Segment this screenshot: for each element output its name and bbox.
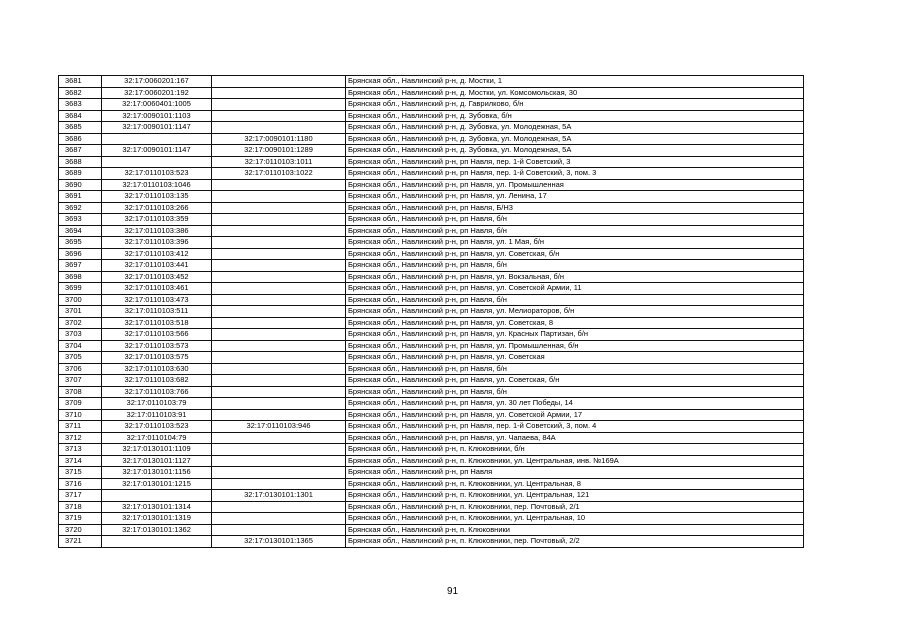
table-row: [59, 375, 804, 387]
address-cell: Брянская обл., Навлинский р-н, д. Зубовка, ул. Молодежная, 5А: [346, 145, 804, 157]
address-cell: Брянская обл., Навлинский р-н, рп Навля, б/н: [346, 214, 804, 226]
linked-cadastral-number-cell: [212, 386, 346, 398]
cadastral-number-cell: 32:17:0130101:1319: [102, 513, 212, 525]
linked-cadastral-number-cell: [212, 283, 346, 295]
row-number-cell: 3706: [59, 363, 102, 375]
cadastral-number-cell: 32:17:0130101:1109: [102, 444, 212, 456]
linked-cadastral-number-cell: [212, 432, 346, 444]
cadastral-number-cell: 32:17:0130101:1127: [102, 455, 212, 467]
cadastral-number-cell: 32:17:0110103:518: [102, 317, 212, 329]
cadastral-number-cell: 32:17:0110103:511: [102, 306, 212, 318]
cadastral-number-cell: [102, 156, 212, 168]
linked-cadastral-number-cell: [212, 179, 346, 191]
address-cell: Брянская обл., Навлинский р-н, рп Навля, б/н: [346, 294, 804, 306]
cadastral-number-cell: 32:17:0110103:523: [102, 168, 212, 180]
table-row: [59, 156, 804, 168]
linked-cadastral-number-cell: [212, 524, 346, 536]
cadastral-number-cell: 32:17:0110104:79: [102, 432, 212, 444]
cadastral-number-cell: 32:17:0110103:91: [102, 409, 212, 421]
address-cell: Брянская обл., Навлинский р-н, рп Навля, ул. 30 лет Победы, 14: [346, 398, 804, 410]
cadastral-number-cell: 32:17:0110103:386: [102, 225, 212, 237]
linked-cadastral-number-cell: 32:17:0110103:1022: [212, 168, 346, 180]
cadastral-number-cell: 32:17:0110103:452: [102, 271, 212, 283]
cadastral-number-cell: 32:17:0110103:461: [102, 283, 212, 295]
table-row: [59, 133, 804, 145]
cadastral-number-cell: 32:17:0110103:359: [102, 214, 212, 226]
linked-cadastral-number-cell: 32:17:0110103:1011: [212, 156, 346, 168]
address-cell: Брянская обл., Навлинский р-н, п. Клюковники, пер. Почтовый, 2/2: [346, 536, 804, 548]
address-cell: Брянская обл., Навлинский р-н, п. Клюковники, ул. Центральная, инв. №169А: [346, 455, 804, 467]
table-row: [59, 421, 804, 433]
row-number-cell: 3689: [59, 168, 102, 180]
table-row: [59, 524, 804, 536]
linked-cadastral-number-cell: [212, 478, 346, 490]
linked-cadastral-number-cell: [212, 306, 346, 318]
linked-cadastral-number-cell: [212, 398, 346, 410]
table-row: [59, 122, 804, 134]
address-cell: Брянская обл., Навлинский р-н, д. Зубовка, ул. Молодежная, 5А: [346, 133, 804, 145]
linked-cadastral-number-cell: [212, 340, 346, 352]
table-row: [59, 260, 804, 272]
linked-cadastral-number-cell: [212, 444, 346, 456]
address-cell: Брянская обл., Навлинский р-н, рп Навля, ул. Ленина, 17: [346, 191, 804, 203]
row-number-cell: 3716: [59, 478, 102, 490]
address-cell: Брянская обл., Навлинский р-н, рп Навля, ул. Советской Армии, 17: [346, 409, 804, 421]
linked-cadastral-number-cell: [212, 375, 346, 387]
cadastral-number-cell: [102, 536, 212, 548]
linked-cadastral-number-cell: [212, 501, 346, 513]
linked-cadastral-number-cell: [212, 271, 346, 283]
table-row: [59, 398, 804, 410]
cadastral-number-cell: 32:17:0060201:192: [102, 87, 212, 99]
linked-cadastral-number-cell: [212, 214, 346, 226]
cadastral-number-cell: 32:17:0110103:441: [102, 260, 212, 272]
address-cell: Брянская обл., Навлинский р-н, рп Навля, б/н: [346, 225, 804, 237]
row-number-cell: 3684: [59, 110, 102, 122]
table-row: [59, 294, 804, 306]
address-cell: Брянская обл., Навлинский р-н, д. Мостки, 1: [346, 76, 804, 88]
row-number-cell: 3693: [59, 214, 102, 226]
row-number-cell: 3711: [59, 421, 102, 433]
cadastral-number-cell: 32:17:0130101:1156: [102, 467, 212, 479]
address-cell: Брянская обл., Навлинский р-н, рп Навля, ул. Советская, 8: [346, 317, 804, 329]
cadastral-number-cell: 32:17:0110103:575: [102, 352, 212, 364]
address-cell: Брянская обл., Навлинский р-н, рп Навля, ул. Промышленная: [346, 179, 804, 191]
cadastral-number-cell: 32:17:0110103:79: [102, 398, 212, 410]
linked-cadastral-number-cell: [212, 248, 346, 260]
table-row: [59, 214, 804, 226]
row-number-cell: 3714: [59, 455, 102, 467]
row-number-cell: 3701: [59, 306, 102, 318]
table-row: [59, 352, 804, 364]
linked-cadastral-number-cell: [212, 76, 346, 88]
table-row: [59, 444, 804, 456]
cadastral-number-cell: 32:17:0130101:1314: [102, 501, 212, 513]
address-cell: Брянская обл., Навлинский р-н, рп Навля, ул. Чапаева, 84А: [346, 432, 804, 444]
linked-cadastral-number-cell: [212, 237, 346, 249]
table-row: [59, 168, 804, 180]
linked-cadastral-number-cell: [212, 467, 346, 479]
address-cell: Брянская обл., Навлинский р-н, д. Зубовка, б/н: [346, 110, 804, 122]
table-row: [59, 87, 804, 99]
cadastral-number-cell: 32:17:0090101:1103: [102, 110, 212, 122]
row-number-cell: 3713: [59, 444, 102, 456]
linked-cadastral-number-cell: 32:17:0090101:1289: [212, 145, 346, 157]
cadastral-number-cell: 32:17:0110103:396: [102, 237, 212, 249]
address-cell: Брянская обл., Навлинский р-н, рп Навля, ул. Красных Партизан, б/н: [346, 329, 804, 341]
linked-cadastral-number-cell: [212, 110, 346, 122]
row-number-cell: 3691: [59, 191, 102, 203]
table-row: [59, 329, 804, 341]
linked-cadastral-number-cell: 32:17:0090101:1180: [212, 133, 346, 145]
address-cell: Брянская обл., Навлинский р-н, д. Зубовка, ул. Молодежная, 5А: [346, 122, 804, 134]
address-cell: Брянская обл., Навлинский р-н, рп Навля, ул. 1 Мая, б/н: [346, 237, 804, 249]
row-number-cell: 3687: [59, 145, 102, 157]
cadastral-number-cell: 32:17:0110103:523: [102, 421, 212, 433]
table-row: [59, 340, 804, 352]
table-row: [59, 513, 804, 525]
page-number: 91: [446, 586, 459, 597]
row-number-cell: 3704: [59, 340, 102, 352]
row-number-cell: 3681: [59, 76, 102, 88]
linked-cadastral-number-cell: [212, 202, 346, 214]
row-number-cell: 3709: [59, 398, 102, 410]
table-row: [59, 225, 804, 237]
address-cell: Брянская обл., Навлинский р-н, п. Клюковники, ул. Центральная, 8: [346, 478, 804, 490]
row-number-cell: 3718: [59, 501, 102, 513]
row-number-cell: 3702: [59, 317, 102, 329]
table-row: [59, 501, 804, 513]
cadastral-number-cell: 32:17:0130101:1215: [102, 478, 212, 490]
cadastral-number-cell: [102, 133, 212, 145]
address-cell: Брянская обл., Навлинский р-н, п. Клюковники, б/н: [346, 444, 804, 456]
address-cell: Брянская обл., Навлинский р-н, рп Навля, ул. Советская, б/н: [346, 248, 804, 260]
cadastral-number-cell: 32:17:0110103:1046: [102, 179, 212, 191]
row-number-cell: 3686: [59, 133, 102, 145]
cadastral-number-cell: 32:17:0110103:135: [102, 191, 212, 203]
row-number-cell: 3696: [59, 248, 102, 260]
linked-cadastral-number-cell: [212, 455, 346, 467]
row-number-cell: 3685: [59, 122, 102, 134]
cadastral-number-cell: 32:17:0110103:630: [102, 363, 212, 375]
table-row: [59, 432, 804, 444]
address-cell: Брянская обл., Навлинский р-н, рп Навля, ул. Промышленная, б/н: [346, 340, 804, 352]
address-cell: Брянская обл., Навлинский р-н, д. Гаврилково, б/н: [346, 99, 804, 111]
cadastral-number-cell: 32:17:0110103:573: [102, 340, 212, 352]
row-number-cell: 3720: [59, 524, 102, 536]
row-number-cell: 3683: [59, 99, 102, 111]
row-number-cell: 3703: [59, 329, 102, 341]
row-number-cell: 3697: [59, 260, 102, 272]
table-row: [59, 536, 804, 548]
cadastral-number-cell: 32:17:0110103:266: [102, 202, 212, 214]
address-cell: Брянская обл., Навлинский р-н, рп Навля: [346, 467, 804, 479]
row-number-cell: 3710: [59, 409, 102, 421]
table-row: [59, 76, 804, 88]
linked-cadastral-number-cell: [212, 329, 346, 341]
table-row: [59, 490, 804, 502]
table-row: [59, 455, 804, 467]
address-cell: Брянская обл., Навлинский р-н, рп Навля, ул. Мелиораторов, б/н: [346, 306, 804, 318]
table-row: [59, 271, 804, 283]
linked-cadastral-number-cell: [212, 352, 346, 364]
table-row: [59, 306, 804, 318]
table-row: [59, 248, 804, 260]
table-row: [59, 110, 804, 122]
address-cell: Брянская обл., Навлинский р-н, рп Навля, ул. Советская: [346, 352, 804, 364]
cadastral-number-cell: 32:17:0110103:766: [102, 386, 212, 398]
cadastral-number-cell: 32:17:0110103:566: [102, 329, 212, 341]
row-number-cell: 3707: [59, 375, 102, 387]
cadastral-number-cell: 32:17:0130101:1362: [102, 524, 212, 536]
address-cell: Брянская обл., Навлинский р-н, п. Клюковники, пер. Почтовый, 2/1: [346, 501, 804, 513]
address-cell: Брянская обл., Навлинский р-н, рп Навля, пер. 1-й Советский, 3, пом. 4: [346, 421, 804, 433]
row-number-cell: 3712: [59, 432, 102, 444]
table-row: [59, 237, 804, 249]
table-row: [59, 386, 804, 398]
property-table: [58, 75, 804, 548]
address-cell: Брянская обл., Навлинский р-н, рп Навля, Б/Н3: [346, 202, 804, 214]
row-number-cell: 3705: [59, 352, 102, 364]
address-cell: Брянская обл., Навлинский р-н, п. Клюковники, ул. Центральная, 10: [346, 513, 804, 525]
linked-cadastral-number-cell: [212, 191, 346, 203]
row-number-cell: 3708: [59, 386, 102, 398]
address-cell: Брянская обл., Навлинский р-н, рп Навля, б/н: [346, 260, 804, 272]
row-number-cell: 3698: [59, 271, 102, 283]
cadastral-number-cell: 32:17:0110103:473: [102, 294, 212, 306]
address-cell: Брянская обл., Навлинский р-н, рп Навля, пер. 1-й Советский, 3, пом. 3: [346, 168, 804, 180]
table-row: [59, 467, 804, 479]
table-row: [59, 478, 804, 490]
cadastral-number-cell: 32:17:0090101:1147: [102, 122, 212, 134]
row-number-cell: 3715: [59, 467, 102, 479]
address-cell: Брянская обл., Навлинский р-н, п. Клюковники, ул. Центральная, 121: [346, 490, 804, 502]
table-row: [59, 179, 804, 191]
table-row: [59, 283, 804, 295]
linked-cadastral-number-cell: 32:17:0130101:1301: [212, 490, 346, 502]
property-table-body: [59, 76, 804, 548]
row-number-cell: 3717: [59, 490, 102, 502]
linked-cadastral-number-cell: [212, 225, 346, 237]
cadastral-number-cell: 32:17:0090101:1147: [102, 145, 212, 157]
cadastral-number-cell: 32:17:0110103:682: [102, 375, 212, 387]
row-number-cell: 3695: [59, 237, 102, 249]
linked-cadastral-number-cell: [212, 294, 346, 306]
address-cell: Брянская обл., Навлинский р-н, п. Клюковники: [346, 524, 804, 536]
table-row: [59, 363, 804, 375]
address-cell: Брянская обл., Навлинский р-н, рп Навля, пер. 1-й Советский, 3: [346, 156, 804, 168]
linked-cadastral-number-cell: 32:17:0130101:1365: [212, 536, 346, 548]
row-number-cell: 3700: [59, 294, 102, 306]
linked-cadastral-number-cell: [212, 99, 346, 111]
address-cell: Брянская обл., Навлинский р-н, рп Навля, ул. Советской Армии, 11: [346, 283, 804, 295]
linked-cadastral-number-cell: [212, 122, 346, 134]
row-number-cell: 3688: [59, 156, 102, 168]
table-row: [59, 317, 804, 329]
address-cell: Брянская обл., Навлинский р-н, д. Мостки, ул. Комсомольская, 30: [346, 87, 804, 99]
address-cell: Брянская обл., Навлинский р-н, рп Навля, б/н: [346, 363, 804, 375]
linked-cadastral-number-cell: [212, 513, 346, 525]
address-cell: Брянская обл., Навлинский р-н, рп Навля, ул. Советская, б/н: [346, 375, 804, 387]
address-cell: Брянская обл., Навлинский р-н, рп Навля, ул. Вокзальная, б/н: [346, 271, 804, 283]
cadastral-number-cell: 32:17:0060401:1005: [102, 99, 212, 111]
row-number-cell: 3694: [59, 225, 102, 237]
linked-cadastral-number-cell: [212, 317, 346, 329]
table-row: [59, 145, 804, 157]
linked-cadastral-number-cell: [212, 363, 346, 375]
table-row: [59, 99, 804, 111]
address-cell: Брянская обл., Навлинский р-н, рп Навля, б/н: [346, 386, 804, 398]
cadastral-number-cell: 32:17:0060201:167: [102, 76, 212, 88]
linked-cadastral-number-cell: [212, 260, 346, 272]
cadastral-number-cell: [102, 490, 212, 502]
linked-cadastral-number-cell: 32:17:0110103:946: [212, 421, 346, 433]
table-row: [59, 409, 804, 421]
linked-cadastral-number-cell: [212, 87, 346, 99]
row-number-cell: 3719: [59, 513, 102, 525]
row-number-cell: 3721: [59, 536, 102, 548]
row-number-cell: 3692: [59, 202, 102, 214]
linked-cadastral-number-cell: [212, 409, 346, 421]
cadastral-number-cell: 32:17:0110103:412: [102, 248, 212, 260]
table-row: [59, 202, 804, 214]
row-number-cell: 3690: [59, 179, 102, 191]
row-number-cell: 3699: [59, 283, 102, 295]
row-number-cell: 3682: [59, 87, 102, 99]
table-row: [59, 191, 804, 203]
